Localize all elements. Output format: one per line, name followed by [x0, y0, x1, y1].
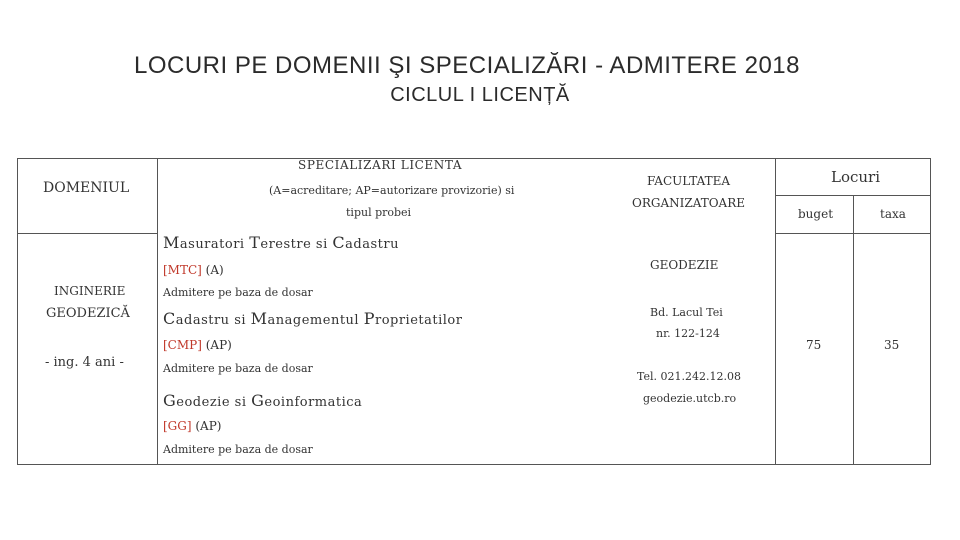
faculty-address-line1: Bd. Lacul Tei	[650, 306, 723, 319]
domain-line2: GEODEZICĂ	[46, 306, 130, 321]
table-border-right	[930, 158, 931, 465]
table-border-top	[17, 158, 931, 159]
spec-code-gg: [GG] (AP)	[163, 419, 222, 433]
header-locuri: Locuri	[831, 168, 881, 186]
page-title: LOCURI PE DOMENII ŞI SPECIALIZĂRI - ADMITERE 2018	[134, 52, 800, 79]
spec-name-cmp: Cadastru si Managementul Proprietatilor	[163, 309, 463, 328]
page-subtitle: CICLUL I LICENȚĂ	[390, 84, 570, 106]
faculty-website: geodezie.utcb.ro	[643, 392, 737, 405]
header-spec-line3: tipul probei	[346, 206, 412, 219]
domain-line3: - ing. 4 ani -	[45, 355, 124, 370]
divider-locuri	[775, 158, 776, 465]
spec-code-cmp: [CMP] (AP)	[163, 338, 232, 352]
domain-line1: INGINERIE	[54, 284, 126, 298]
spec-probe-mtc: Admitere pe baza de dosar	[163, 286, 313, 299]
header-spec-line2: (A=acreditare; AP=autorizare provizorie) si	[269, 184, 515, 197]
faculty-name: GEODEZIE	[650, 258, 719, 272]
header-buget: buget	[798, 207, 834, 221]
spec-code-mtc: [MTC] (A)	[163, 263, 224, 277]
divider-domain-header	[17, 233, 158, 234]
faculty-address-line2: nr. 122-124	[656, 327, 720, 340]
spec-probe-gg: Admitere pe baza de dosar	[163, 443, 313, 456]
header-taxa: taxa	[880, 207, 906, 221]
header-domeniul: DOMENIUL	[43, 180, 130, 196]
header-spec-line1: SPECIALIZARI LICENTA	[298, 158, 463, 172]
spec-name-gg: Geodezie si Geoinformatica	[163, 391, 363, 410]
divider-buget-taxa	[853, 195, 854, 465]
table-border-bottom	[17, 464, 931, 465]
faculty-phone: Tel. 021.242.12.08	[637, 370, 741, 383]
divider-locuri-header	[775, 195, 930, 196]
table-border-left	[17, 158, 18, 465]
divider-locuri-body	[775, 233, 930, 234]
places-taxa: 35	[884, 338, 900, 352]
places-buget: 75	[806, 338, 822, 352]
spec-name-mtc: Masuratori Terestre si Cadastru	[163, 233, 399, 252]
header-faculty-line1: FACULTATEA	[647, 174, 731, 188]
divider-domain	[157, 158, 158, 465]
header-faculty-line2: ORGANIZATOARE	[632, 196, 746, 210]
spec-probe-cmp: Admitere pe baza de dosar	[163, 362, 313, 375]
